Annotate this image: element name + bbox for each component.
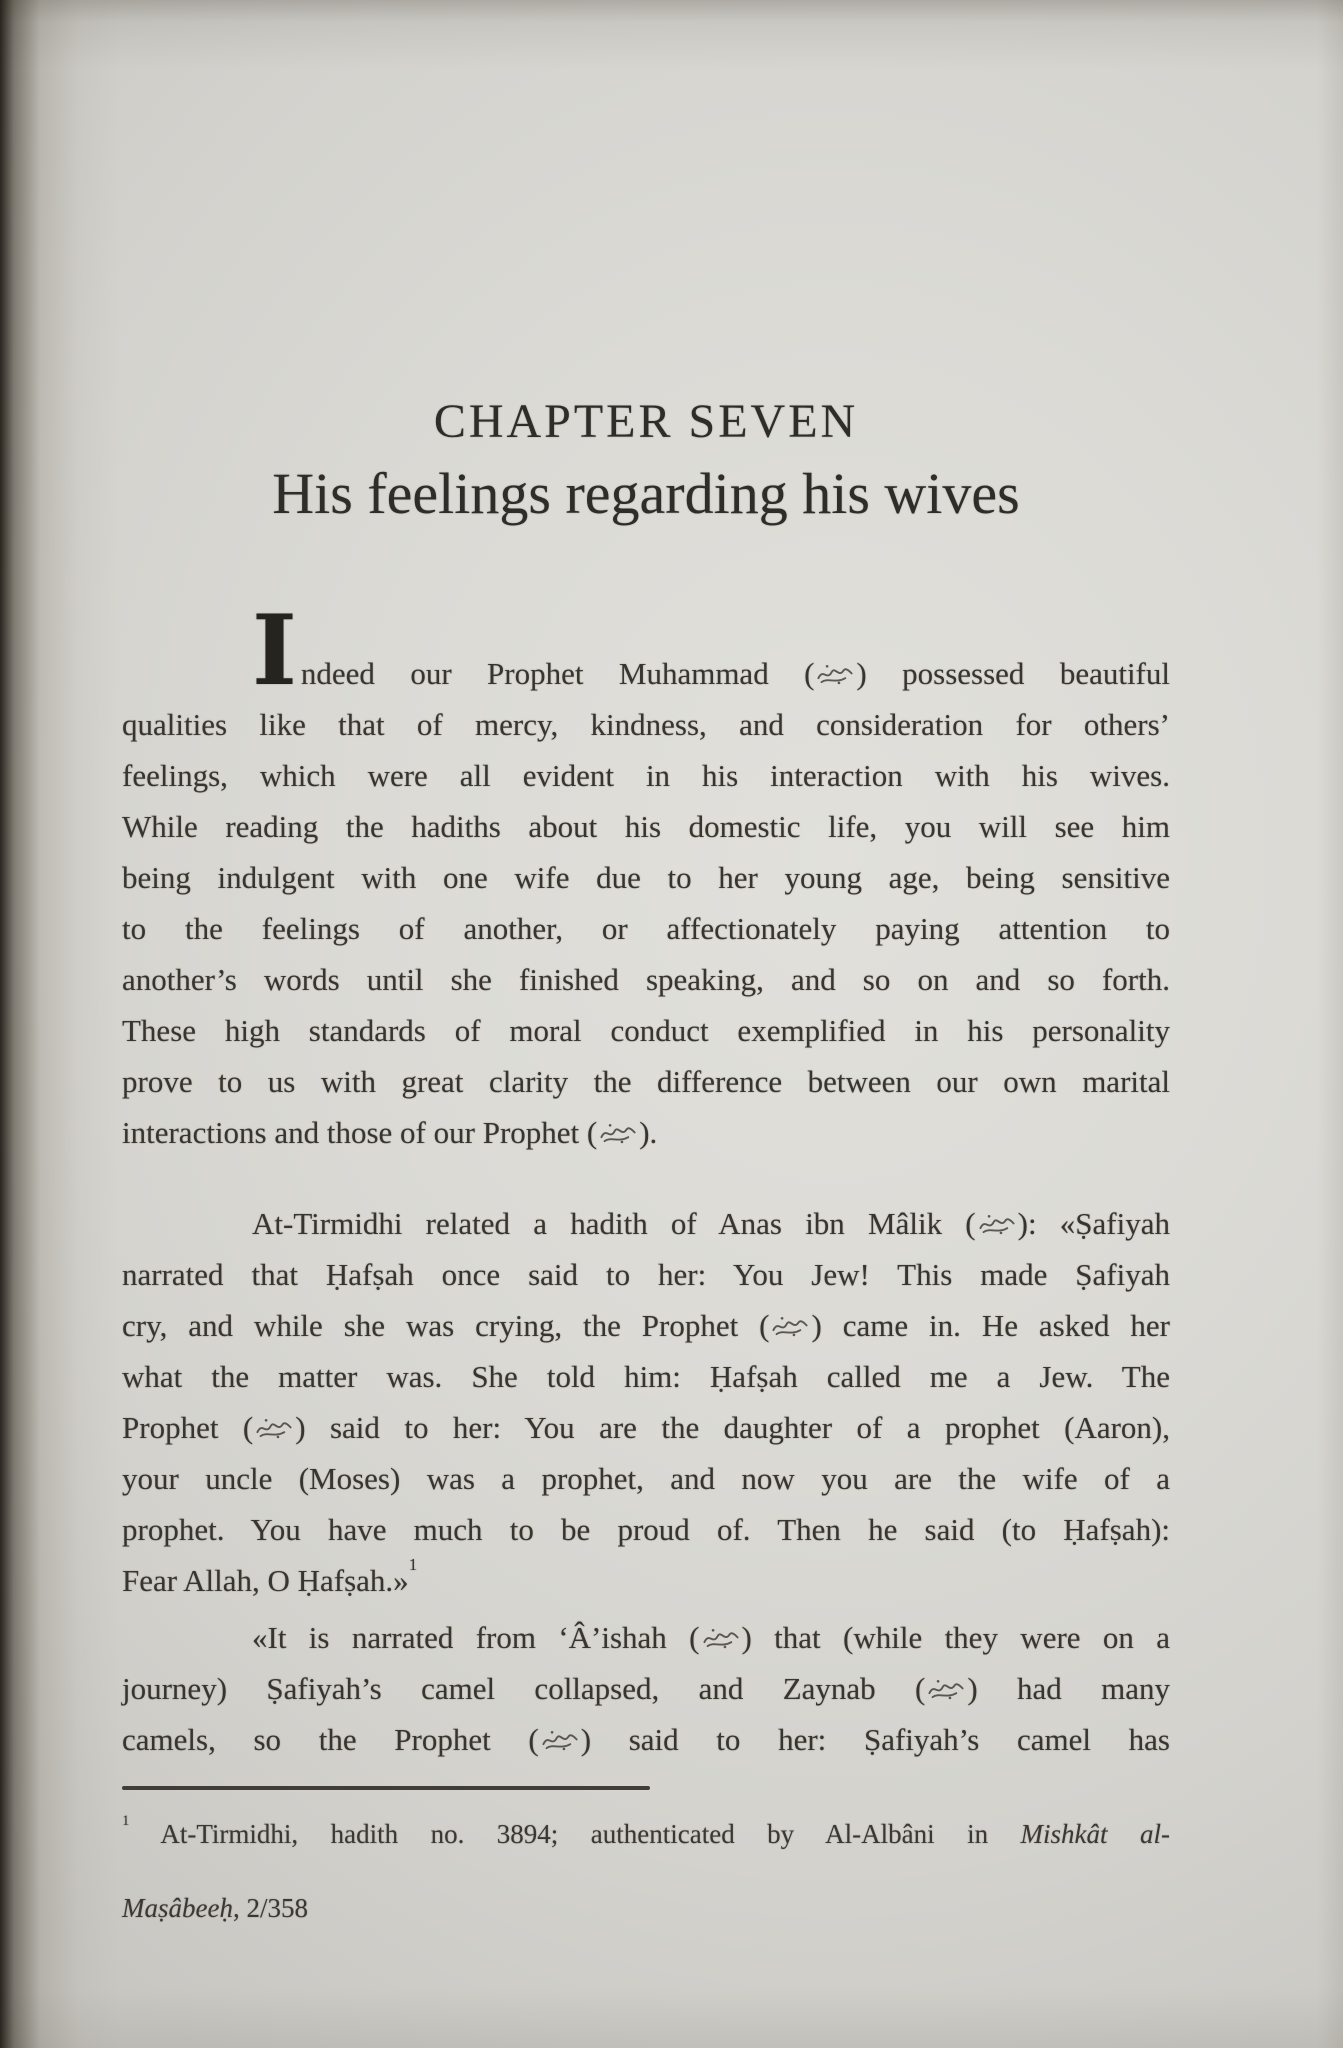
- text-run: At-Tirmidhi, hadith no. 3894; authenticated by Al-Albâni in: [129, 1819, 1021, 1849]
- text-line: [122, 699, 1170, 750]
- text-run: qualities like that of mercy, kindness, and consideration for others’: [122, 707, 1170, 742]
- text-run: to the feelings of another, or affectionately paying attention to: [122, 911, 1170, 946]
- text-line: [122, 1351, 1170, 1402]
- text-line: [122, 1612, 1170, 1663]
- text-run: Fear Allah, O Ḥafṣah.»: [122, 1563, 409, 1598]
- pbuh-icon: [255, 1416, 293, 1442]
- text-run: journey) Ṣafiyah’s camel collapsed, and Zaynab (: [122, 1671, 926, 1706]
- text-run: ).: [639, 1115, 658, 1150]
- paragraph: [122, 1612, 1170, 1765]
- paragraph: [122, 1198, 1170, 1606]
- ra-icon: [702, 1626, 740, 1652]
- chapter-label: CHAPTER SEVEN: [433, 395, 859, 448]
- pbuh-icon: [816, 662, 854, 688]
- text-run: ) came in. He asked her: [811, 1308, 1171, 1343]
- text-line: [122, 1300, 1170, 1351]
- text-run: ) said to her: Ṣafiyah’s camel has: [580, 1722, 1170, 1757]
- text-run: «It is narrated from ‘Â’ishah (: [252, 1620, 700, 1655]
- text-run-italic: Maṣâbeeḥ: [122, 1893, 233, 1923]
- text-run: camels, so the Prophet (: [122, 1722, 539, 1757]
- text-run: prophet. You have much to be proud of. Then he said (to Ḥafṣah):: [122, 1512, 1170, 1547]
- text-run: your uncle (Moses) was a prophet, and now you are the wife of a: [122, 1461, 1170, 1496]
- text-line: [122, 1005, 1170, 1056]
- text-line: [122, 1814, 1170, 1854]
- text-run: cry, and while she was crying, the Prophet (: [122, 1308, 770, 1343]
- text-line: [122, 1249, 1170, 1300]
- text-run: These high standards of moral conduct exemplified in his personality: [122, 1013, 1170, 1048]
- pbuh-icon: [599, 1121, 637, 1147]
- text-run: ndeed our Prophet Muhammad (: [300, 656, 815, 691]
- text-line: [122, 1056, 1170, 1107]
- text-line: [122, 954, 1170, 1005]
- body-text: [122, 594, 1171, 1928]
- text-run: ) that (while they were on a: [741, 1620, 1171, 1655]
- text-run: what the matter was. She told him: Ḥafṣah called me a Jew. The: [122, 1359, 1170, 1394]
- text-run: ) had many: [967, 1671, 1170, 1706]
- text-line: [122, 1107, 1170, 1158]
- text-run: being indulgent with one wife due to her young age, being sensitive: [122, 860, 1170, 895]
- text-run-italic: Mishkât al-: [1020, 1819, 1170, 1849]
- chapter-title: His feelings regarding his wives: [272, 461, 1020, 526]
- text-line: [122, 1402, 1170, 1453]
- ra-icon: [927, 1677, 965, 1703]
- text-run: At-Tirmidhi related a hadith of Anas ibn Mâlik (: [252, 1206, 976, 1241]
- text-run: interactions and those of our Prophet (: [122, 1115, 598, 1150]
- text-run: narrated that Ḥafṣah once said to her: You Jew! This made Ṣafiyah: [122, 1257, 1170, 1292]
- text-line: [122, 1888, 1170, 1928]
- text-line: [122, 1198, 1170, 1249]
- footnote: [122, 1814, 1170, 1928]
- text-line: [122, 1504, 1170, 1555]
- text-run: , 2/358: [232, 1893, 308, 1923]
- text-run: ): «Ṣafiyah: [1017, 1206, 1170, 1241]
- text-line: [122, 852, 1170, 903]
- pbuh-icon: [541, 1728, 579, 1754]
- pbuh-icon: [771, 1314, 809, 1340]
- footnote-rule: [122, 1786, 650, 1790]
- text-line: [122, 1663, 1170, 1714]
- text-line: [122, 801, 1170, 852]
- drop-cap: I: [252, 594, 298, 707]
- text-line: [122, 1714, 1170, 1765]
- text-run: another’s words until she finished speaking, and so on and so forth.: [122, 962, 1170, 997]
- footnote-ref: 1: [122, 1812, 130, 1829]
- text-line: [122, 1453, 1170, 1504]
- text-line: [122, 903, 1170, 954]
- text-run: ) said to her: You are the daughter of a prophet (Aaron),: [295, 1410, 1171, 1445]
- text-line: [122, 750, 1170, 801]
- text-run: prove to us with great clarity the difference between our own marital: [122, 1064, 1170, 1099]
- text-run: While reading the hadiths about his domestic life, you will see him: [122, 809, 1170, 844]
- text-run: Prophet (: [122, 1410, 254, 1445]
- text-run: feelings, which were all evident in his interaction with his wives.: [122, 758, 1170, 793]
- text-line: [122, 1555, 1170, 1606]
- footnote-ref: 1: [408, 1555, 418, 1575]
- text-line: [122, 594, 1170, 707]
- text-run: ) possessed beautiful: [856, 656, 1170, 691]
- paragraph: [122, 594, 1170, 1158]
- ra-icon: [978, 1212, 1016, 1238]
